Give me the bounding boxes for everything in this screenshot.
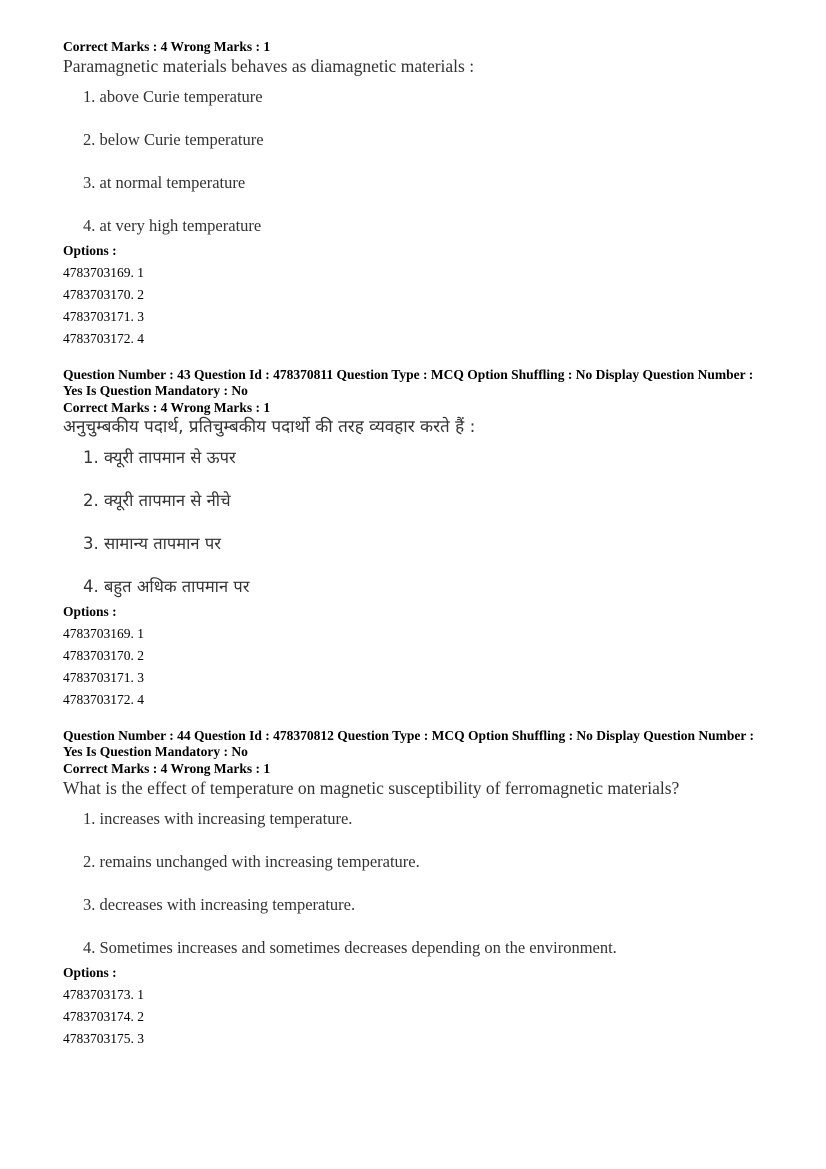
choice-4: 4. बहुत अधिक तापमान पर [83,577,250,596]
marks-info: Correct Marks : 4 Wrong Marks : 1 [63,39,271,54]
question-text: What is the effect of temperature on magnetic susceptibility of ferromagnetic materials? [63,778,680,798]
question-block-44 [63,728,763,1047]
question-text: अनुचुम्बकीय पदार्थ, प्रतिचुम्बकीय पदार्थो की तरह व्यवहार करते हैं : [63,417,476,437]
question-block-1 [63,38,763,347]
question-text: Paramagnetic materials behaves as diamagnetic materials : [63,56,475,76]
question-header: Question Number : 44 Question Id : 478370812 Question Type : MCQ Option Shuffling : No Display Question Number : Yes Is Question Mandatory : No [63,728,754,759]
option-id: 4783703171. 3 [63,670,144,685]
option-id: 4783703172. 4 [63,692,144,707]
choice-3: 3. सामान्य तापमान पर [83,534,221,553]
choice-1: 1. क्यूरी तापमान से ऊपर [83,448,236,467]
option-id: 4783703174. 2 [63,1009,144,1024]
choice-2: 2. क्यूरी तापमान से नीचे [83,491,231,510]
option-id: 4783703172. 4 [63,331,144,346]
choice-3: 3. at normal temperature [83,173,246,192]
choice-3: 3. decreases with increasing temperature. [83,895,356,914]
option-id: 4783703175. 3 [63,1031,144,1046]
choice-2: 2. remains unchanged with increasing temperature. [83,852,420,871]
choice-1: 1. increases with increasing temperature. [83,809,353,828]
option-id: 4783703173. 1 [63,987,144,1002]
options-label: Options : [63,243,117,258]
choice-4: 4. Sometimes increases and sometimes decreases depending on the environment. [83,938,617,957]
option-id: 4783703170. 2 [63,287,144,302]
choice-2: 2. below Curie temperature [83,130,264,149]
option-id: 4783703169. 1 [63,265,144,280]
option-id: 4783703169. 1 [63,626,144,641]
question-header: Question Number : 43 Question Id : 478370811 Question Type : MCQ Option Shuffling : No Display Question Number : Yes Is Question Mandatory : No [63,367,754,398]
options-label: Options : [63,604,117,619]
marks-info: Correct Marks : 4 Wrong Marks : 1 [63,400,271,415]
document-page [63,38,763,1067]
choice-4: 4. at very high temperature [83,216,262,235]
question-block-43 [63,367,763,708]
options-label: Options : [63,965,117,980]
marks-info: Correct Marks : 4 Wrong Marks : 1 [63,761,271,776]
option-id: 4783703171. 3 [63,309,144,324]
choice-1: 1. above Curie temperature [83,87,263,106]
option-id: 4783703170. 2 [63,648,144,663]
